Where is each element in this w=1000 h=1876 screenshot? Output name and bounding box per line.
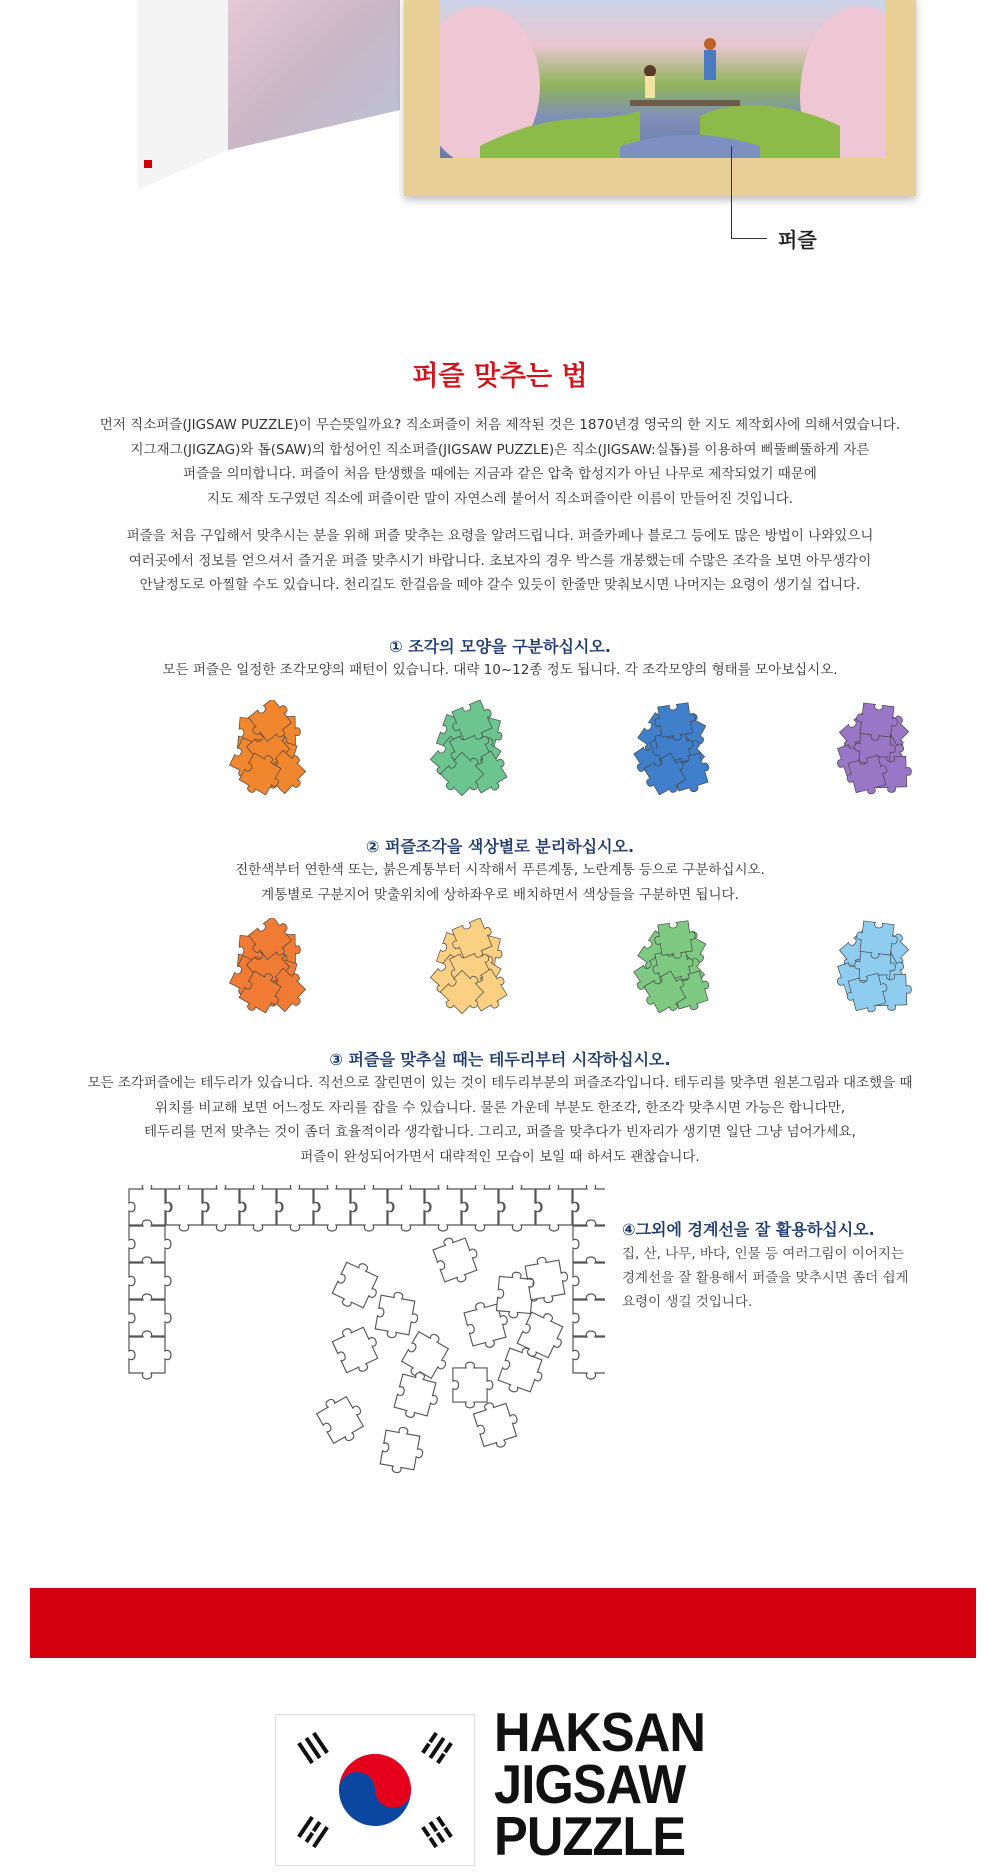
puzzle-piece: [203, 1185, 245, 1231]
puzzle-piece: [330, 1257, 385, 1315]
step-4-heading: ④그외에 경계선을 잘 활용하십시오.: [622, 1220, 875, 1239]
red-divider-bar: [30, 1588, 976, 1658]
border-diagram: [125, 1185, 605, 1485]
piece-cluster: [227, 700, 313, 800]
step-1-heading: ① 조각의 모양을 구분하십시오.: [389, 637, 611, 656]
brand-line: JIGSAW: [494, 1753, 686, 1815]
puzzle-piece: [431, 1231, 484, 1287]
puzzle-piece: [314, 1185, 356, 1231]
framed-puzzle-image: [404, 0, 916, 196]
step-1-text: [0, 658, 1000, 683]
puzzle-piece: [129, 1331, 171, 1379]
puzzle-piece: [166, 1185, 208, 1231]
text-line: 모든 조각퍼즐에는 테두리가 있습니다. 직선으로 잘린면이 있는 것이 테두리부분의 퍼즐조각입니다. 테두리를 맞추면 원본그림과 대조했을 때: [87, 1075, 913, 1091]
step-2-text: [0, 858, 1000, 907]
text-line: 여러곳에서 정보를 얻으셔서 즐거운 퍼즐 맞추시기 바랍니다. 초보자의 경우 박스를 개봉했는데 수많은 조각을 보면 아무생각이: [128, 552, 872, 569]
text-line: 퍼즐을 처음 구입해서 맞추시는 분을 위해 퍼즐 맞추는 요령을 알려드립니다. 퍼즐카페나 블로그 등에도 많은 방법이 나와있으니: [126, 528, 874, 544]
puzzle-piece: [499, 1185, 541, 1231]
color-clusters: [0, 918, 1000, 1018]
step-2-heading: ② 퍼즐조각을 색상별로 분리하십시오.: [365, 837, 635, 856]
intro-paragraph: [0, 413, 1000, 511]
piece-cluster: [833, 702, 916, 799]
piece-cluster: [630, 702, 715, 800]
step-3-text: [0, 1071, 1000, 1169]
puzzle-piece: [277, 1185, 319, 1231]
puzzle-piece: [388, 1185, 430, 1231]
text-line: 위치를 비교해 보면 어느정도 자리를 잡을 수 있습니다. 물론 가운데 부분도 한조각, 한조각 맞추시면 가능은 합니다만,: [154, 1099, 846, 1116]
text-line: 계통별로 구분지어 맞출위치에 상하좌우로 배치하면서 색상들을 구분하면 됩니다.: [261, 886, 739, 903]
puzzle-piece: [453, 1362, 493, 1408]
text-line: 집, 산, 나무, 바다, 인물 등 여러그림이 이어지는: [622, 1246, 904, 1262]
piece-cluster: [833, 920, 916, 1017]
text-line: 퍼즐을 의미합니다. 퍼즐이 처음 탄생했을 때에는 지금과 같은 압축 합성지가 아닌 나무로 제작되었기 때문에: [183, 466, 817, 482]
piece-cluster: [630, 920, 715, 1018]
puzzle-piece: [374, 1290, 421, 1342]
puzzle-piece: [536, 1185, 578, 1231]
puzzle-piece: [314, 1389, 371, 1448]
brand-line: PUZZLE: [494, 1805, 686, 1867]
text-line: 퍼즐이 완성되어가면서 대략적인 모습이 보일 때 하셔도 괜찮습니다.: [300, 1148, 700, 1165]
intro-paragraph-2: [0, 524, 1000, 598]
text-line: 안날정도로 아찔할 수도 있습니다. 천리길도 한걸음을 떼야 갈수 있듯이 한줄만 맞춰보시면 나머지는 요령이 생기실 겁니다.: [139, 577, 861, 593]
puzzle-piece: [379, 1425, 426, 1477]
puzzle-piece: [462, 1185, 504, 1231]
puzzle-piece: [351, 1185, 393, 1231]
puzzle-piece: [393, 1369, 443, 1423]
text-line: 지도 제작 도구였던 직소에 퍼즐이란 말이 자연스레 붙어서 직소퍼즐이란 이름이 만들어진 것입니다.: [206, 490, 794, 507]
text-line: 요령이 생길 것입니다.: [622, 1294, 753, 1310]
puzzle-box-image: [28, 0, 400, 190]
piece-cluster: [427, 918, 514, 1018]
puzzle-piece: [472, 1396, 524, 1452]
guide-title: 퍼즐 맞추는 법: [412, 361, 588, 392]
korean-flag-icon: [275, 1714, 475, 1866]
step-3-heading: ③ 퍼즐을 맞추실 때는 테두리부터 시작하십시오.: [329, 1050, 671, 1069]
text-line: 진한색부터 연한색 또는, 붉은계통부터 시작해서 푸른계통, 노란계통 등으로 구분하십시오.: [235, 862, 765, 878]
text-line: 테두리를 먼저 맞추는 것이 좀더 효율적이라 생각합니다. 그리고, 퍼즐을 맞추다가 빈자리가 생기면 일단 그냥 넘어가세요,: [144, 1124, 856, 1140]
piece-cluster: [227, 918, 313, 1018]
puzzle-piece: [240, 1185, 282, 1231]
brand-line: HAKSAN: [494, 1701, 705, 1763]
label-leader-line: [731, 238, 767, 239]
piece-cluster: [427, 700, 514, 800]
brand-logo-text: [494, 1701, 705, 1867]
puzzle-label: 퍼즐: [778, 228, 817, 252]
puzzle-piece: [425, 1185, 467, 1231]
text-line: 먼저 직소퍼즐(JIGSAW PUZZLE)이 무슨뜻일까요? 직소퍼즐이 처음 제작된 것은 1870년경 영국의 한 지도 제작회사에 의해서였습니다.: [99, 417, 901, 433]
text-line: 지그재그(JIGZAG)와 톱(SAW)의 합성어인 직소퍼즐(JIGSAW PUZZLE)은 직소(JIGSAW:실톱)를 이용하여 삐뚤삐뚤하게 자른: [130, 441, 870, 458]
step-4: [622, 1218, 909, 1314]
puzzle-piece: [573, 1331, 605, 1379]
text-line: 모든 퍼즐은 일정한 조각모양의 패턴이 있습니다. 대략 10~12종 정도 됩니다. 각 조각모양의 형태를 모아보십시오.: [162, 662, 838, 678]
text-line: 경계선을 잘 활용해서 퍼즐을 맞추시면 좀더 쉽게: [622, 1270, 909, 1286]
shape-clusters: [0, 700, 1000, 800]
label-leader-line: [731, 146, 732, 238]
